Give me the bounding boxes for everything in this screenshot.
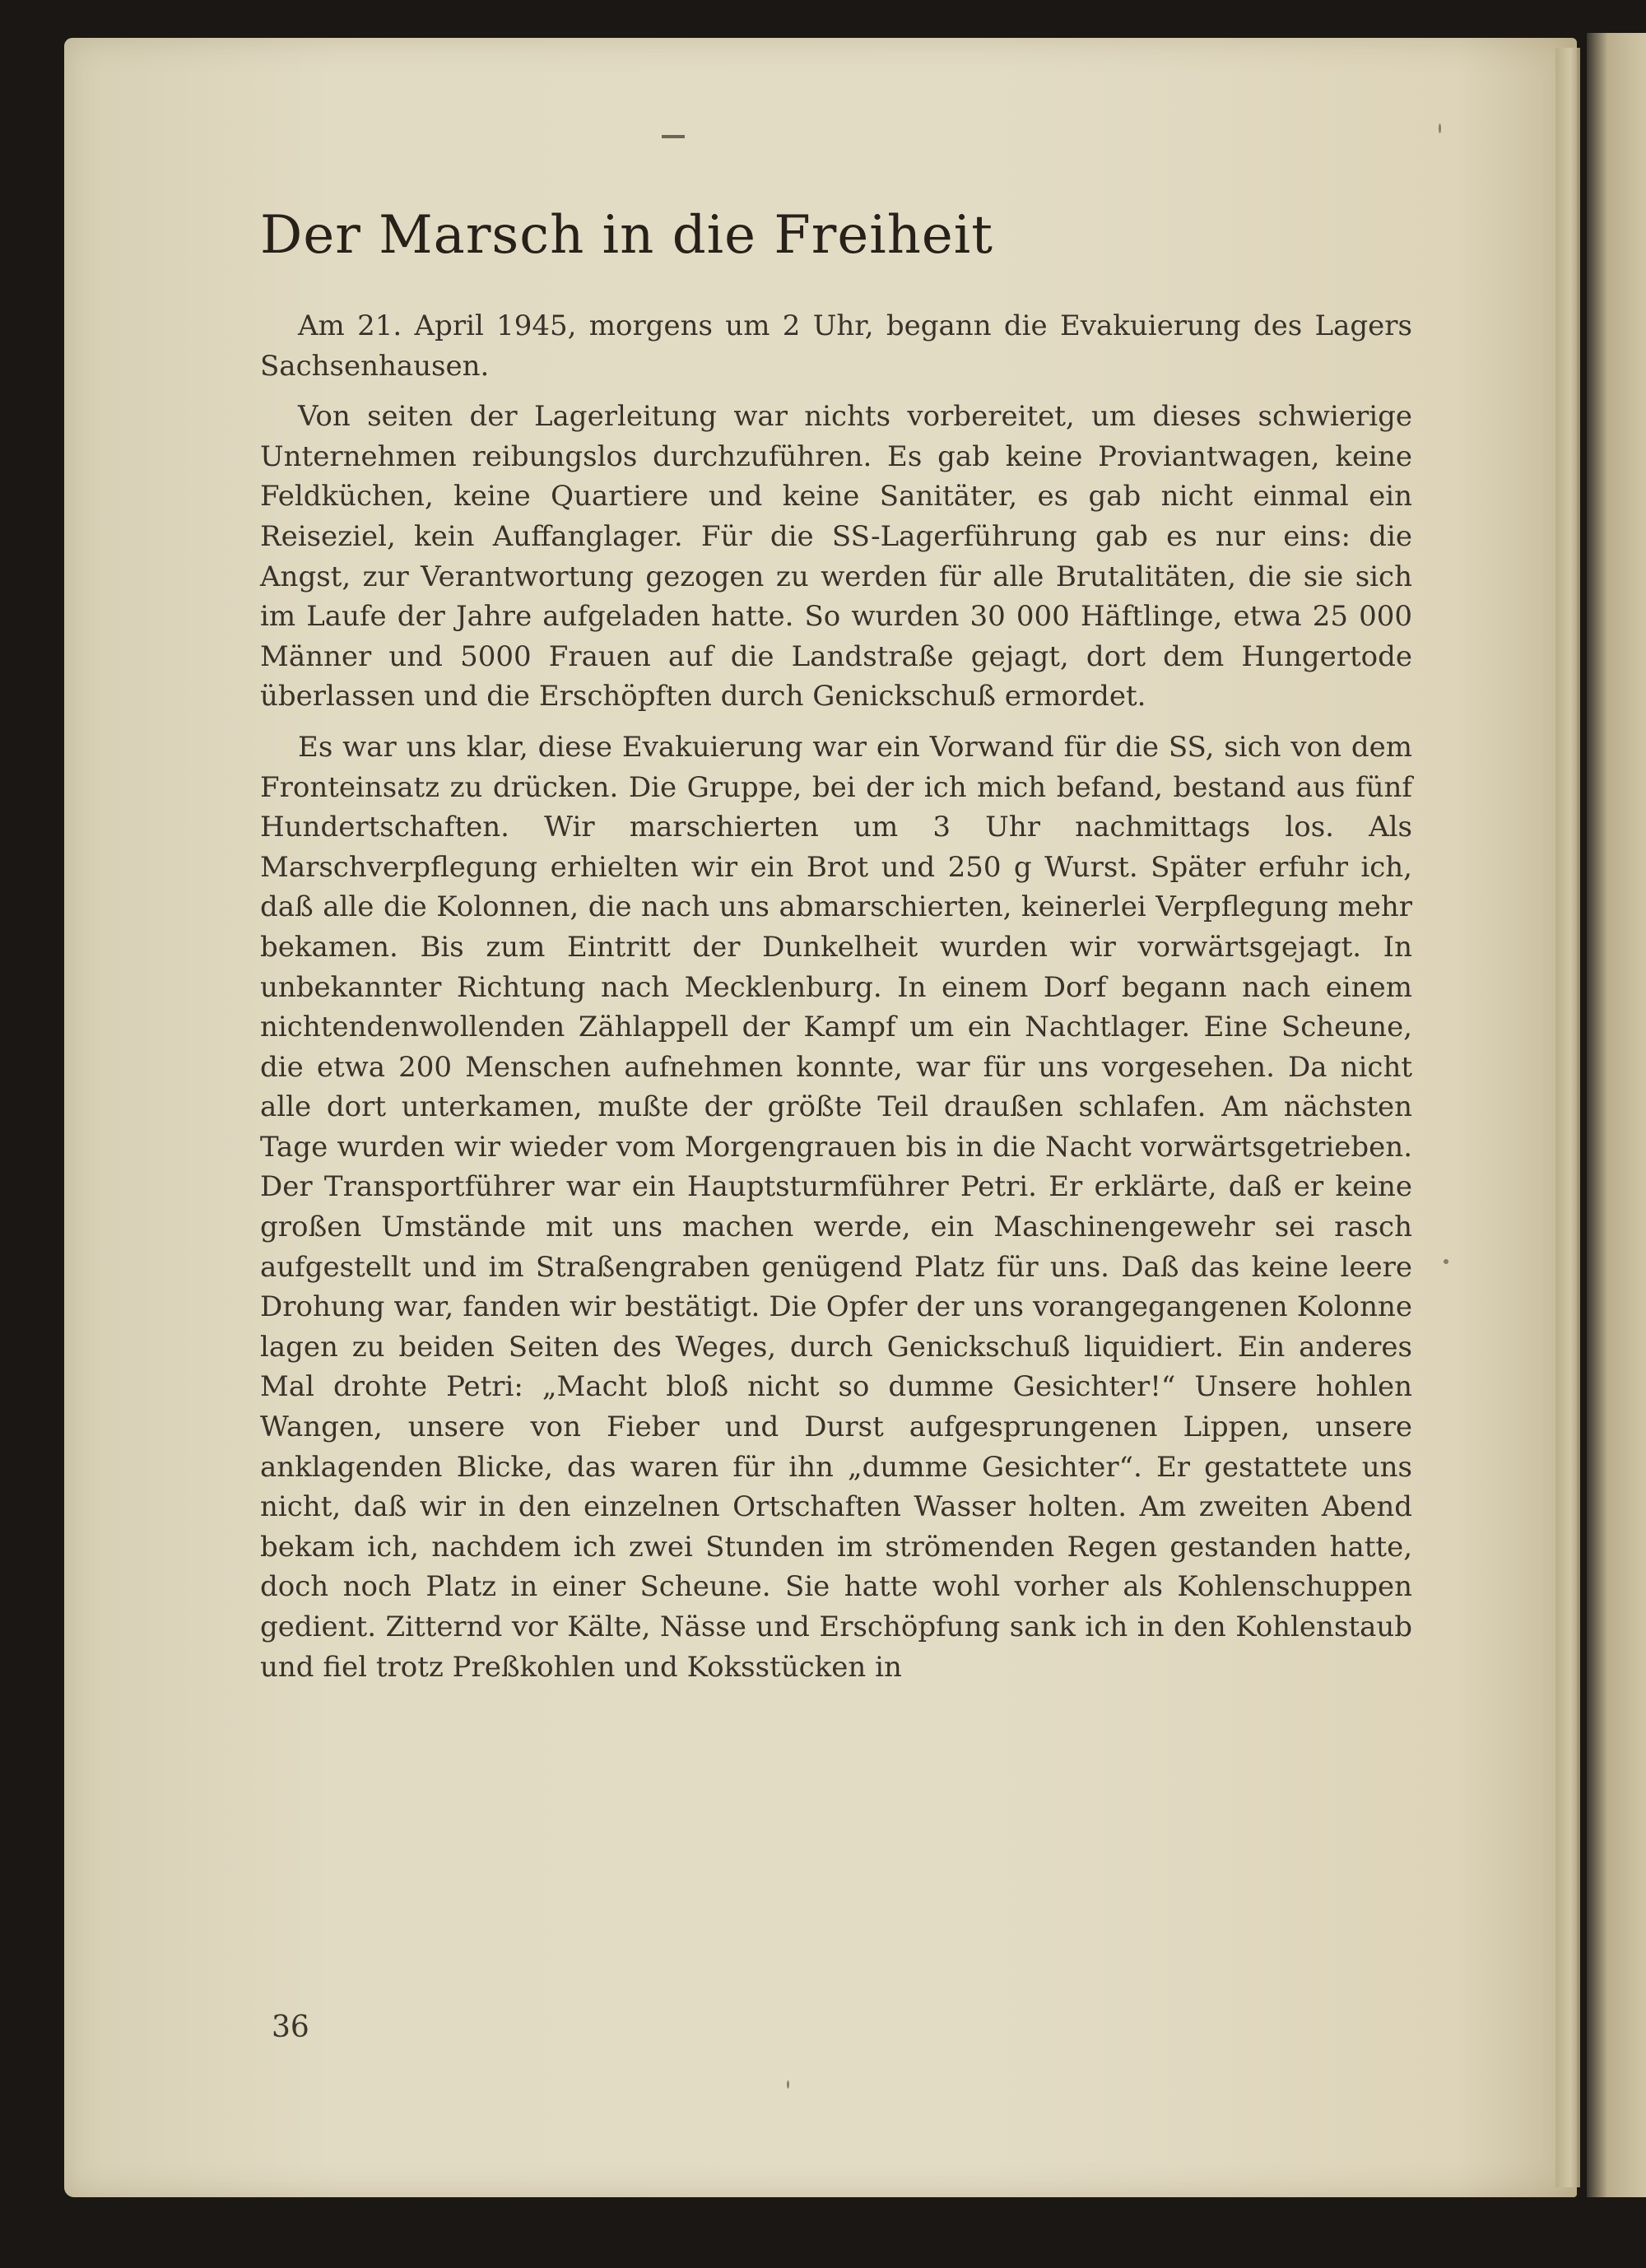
paper-speck: [787, 2080, 789, 2089]
chapter-heading: Der Marsch in die Freiheit: [260, 205, 993, 266]
paragraph-2: Von seiten der Lagerleitung war nichts vorbereitet, um dieses schwierige Unternehmen reibungslos durchzuführen. Es gab keine Proviantwagen, keine Feldküchen, keine Quartiere und keine Sanitäter, es gab nicht einmal ein Reiseziel, kein Auffanglager. Für die SS-Lagerführung gab es nur eins: die Angst, zur Verantwortung gezogen zu werden für alle Brutalitäten, die sie sich im Laufe der Jahre aufgeladen hatte. So wurden 30 000 Häftlinge, etwa 25 000 Männer und 5000 Frauen auf die Landstraße gejagt, dort dem Hungertode überlassen und die Erschöpften durch Genickschuß ermordet.: [260, 400, 1412, 713]
body-text: [260, 306, 1412, 1698]
next-page-edge: [1587, 33, 1646, 2197]
page-gutter-edge: [1555, 48, 1580, 2187]
paragraph-1: Am 21. April 1945, morgens um 2 Uhr, begann die Evakuierung des Lagers Sachsenhausen.: [260, 309, 1412, 383]
header-dash-mark: [662, 135, 685, 138]
paper-speck: [1444, 1259, 1448, 1264]
paragraph-3: Es war uns klar, diese Evakuierung war ein Vorwand für die SS, sich von dem Fronteinsatz zu drücken. Die Gruppe, bei der ich mich befand, bestand aus fünf Hundertschaften. Wir marschierten um 3 Uhr nachmittags los. Als Marschverpflegung erhielten wir ein Brot und 250 g Wurst. Später erfuhr ich, daß alle die Kolonnen, die nach uns abmarschierten, keinerlei Verpflegung mehr bekamen. Bis zum Eintritt der Dunkelheit wurden wir vorwärtsgejagt. In unbekannter Richtung nach Mecklenburg. In einem Dorf begann nach einem nichtendenwollenden Zählappell der Kampf um ein Nachtlager. Eine Scheune, die etwa 200 Menschen aufnehmen konnte, war für uns vorgesehen. Da nicht alle dort unterkamen, mußte der größte Teil draußen schlafen. Am nächsten Tage wurden wir wieder vom Morgengrauen bis in die Nacht vorwärtsgetrieben. Der Transportführer war ein Hauptsturmführer Petri. Er erklärte, daß er keine großen Umstände mit uns machen werde, ein Maschinengewehr sei rasch aufgestellt und im Straßengraben genügend Platz für uns. Daß das keine leere Drohung war, fanden wir bestätigt. Die Opfer der uns vorangegangenen Kolonne lagen zu beiden Seiten des Weges, durch Genickschuß liquidiert. Ein anderes Mal drohte Petri: „Macht bloß nicht so dumme Gesichter!“ Unsere hohlen Wangen, unsere von Fieber und Durst aufgesprungenen Lippen, unsere anklagenden Blicke, das waren für ihn „dumme Gesichter“. Er gestattete uns nicht, daß wir in den einzelnen Ortschaften Wasser holten. Am zweiten Abend bekam ich, nachdem ich zwei Stunden im strömenden Regen gestanden hatte, doch noch Platz in einer Scheune. Sie hatte wohl vorher als Kohlenschuppen gedient. Zitternd vor Kälte, Nässe und Erschöpfung sank ich in den Kohlenstaub und fiel trotz Preßkohlen und Koksstücken in: [260, 730, 1412, 1684]
paper-speck: [1439, 123, 1441, 133]
page-number: 36: [272, 2010, 309, 2044]
